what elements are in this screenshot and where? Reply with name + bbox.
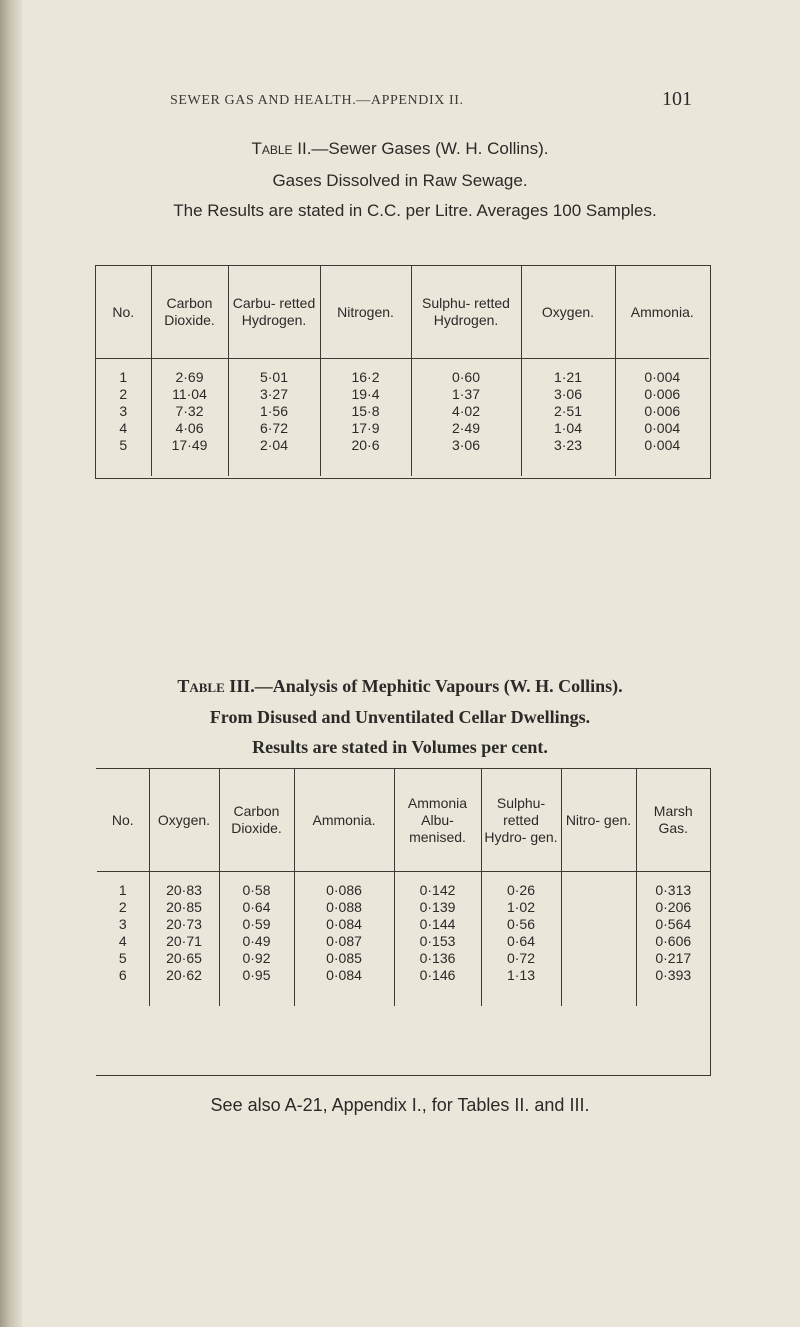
table-row bbox=[97, 916, 710, 933]
table-row bbox=[97, 950, 710, 967]
table-cell: 3·06 bbox=[411, 437, 521, 476]
table-cell: 0·142 bbox=[394, 872, 481, 900]
table-cell: 0·64 bbox=[219, 899, 294, 916]
table-cell: 4·02 bbox=[411, 403, 521, 420]
table-cell: 0·92 bbox=[219, 950, 294, 967]
table-2-header-row bbox=[96, 266, 709, 359]
table-2-col-header: Carbu- retted Hydrogen. bbox=[228, 266, 320, 359]
table-cell: 0·206 bbox=[636, 899, 710, 916]
table-cell: 2·49 bbox=[411, 420, 521, 437]
table-cell: 0·64 bbox=[481, 933, 561, 950]
table-cell: 5 bbox=[118, 950, 127, 966]
table-row bbox=[97, 967, 710, 1006]
table-2 bbox=[96, 266, 709, 476]
table-cell: 4 bbox=[119, 420, 128, 436]
table-cell: 4 bbox=[118, 933, 127, 949]
table-cell: 0·087 bbox=[294, 933, 394, 950]
table-3-note: Results are stated in Volumes per cent. bbox=[252, 737, 548, 757]
table-3-col-header: Carbon Dioxide. bbox=[219, 769, 294, 872]
table-cell: 0·564 bbox=[636, 916, 710, 933]
table-cell: 0·144 bbox=[394, 916, 481, 933]
table-cell: 1·37 bbox=[411, 386, 521, 403]
table-cell: 2·51 bbox=[521, 403, 615, 420]
table-cell: 1 bbox=[118, 882, 127, 898]
table-cell: 1·02 bbox=[481, 899, 561, 916]
table-3-label: Table III. bbox=[177, 676, 255, 696]
book-spine-shadow bbox=[0, 0, 22, 1327]
table-cell: 20·62 bbox=[149, 967, 219, 1006]
table-3-col-header: Ammonia Albu- menised. bbox=[394, 769, 481, 872]
table-cell: 0·139 bbox=[394, 899, 481, 916]
table-cell: 1·13 bbox=[481, 967, 561, 1006]
table-2-note: The Results are stated in C.C. per Litre. Averages 100 Samples. bbox=[173, 201, 657, 220]
table-cell: 20·6 bbox=[320, 437, 411, 476]
table-cell: 0·086 bbox=[294, 872, 394, 900]
table-cell bbox=[561, 899, 636, 916]
table-cell: 0·085 bbox=[294, 950, 394, 967]
table-cell: 20·85 bbox=[149, 899, 219, 916]
table-2-title-text: —Sewer Gases (W. H. Collins). bbox=[311, 139, 549, 158]
table-cell: 0·58 bbox=[219, 872, 294, 900]
table-cell: 0·006 bbox=[615, 403, 709, 420]
table-cell: 0·004 bbox=[615, 359, 709, 387]
table-cell: 17·49 bbox=[151, 437, 228, 476]
table-cell: 6·72 bbox=[228, 420, 320, 437]
table-3-title bbox=[0, 676, 800, 697]
table-3 bbox=[97, 769, 710, 1006]
table-row bbox=[96, 386, 709, 403]
footnote: See also A-21, Appendix I., for Tables II. and III. bbox=[210, 1095, 590, 1115]
table-2-col-header: Oxygen. bbox=[521, 266, 615, 359]
table-cell: 4·06 bbox=[151, 420, 228, 437]
table-2-title bbox=[0, 139, 800, 159]
table-3-col-header: Oxygen. bbox=[149, 769, 219, 872]
table-cell: 0·26 bbox=[481, 872, 561, 900]
table-3-col-header: Ammonia. bbox=[294, 769, 394, 872]
table-cell: 7·32 bbox=[151, 403, 228, 420]
table-2-col-header: Sulphu- retted Hydrogen. bbox=[411, 266, 521, 359]
table-cell: 3·06 bbox=[521, 386, 615, 403]
table-cell: 2 bbox=[118, 899, 127, 915]
table-cell: 3 bbox=[118, 916, 127, 932]
table-cell: 11·04 bbox=[151, 386, 228, 403]
table-cell bbox=[561, 950, 636, 967]
table-row bbox=[96, 420, 709, 437]
table-cell: 19·4 bbox=[320, 386, 411, 403]
table-cell: 0·313 bbox=[636, 872, 710, 900]
page-number: 101 bbox=[662, 88, 692, 110]
table-cell: 15·8 bbox=[320, 403, 411, 420]
table-row bbox=[97, 872, 710, 900]
table-cell: 20·71 bbox=[149, 933, 219, 950]
table-cell: 0·084 bbox=[294, 967, 394, 1006]
table-cell: 0·217 bbox=[636, 950, 710, 967]
table-cell: 0·006 bbox=[615, 386, 709, 403]
table-cell: 5 bbox=[119, 437, 128, 453]
table-row bbox=[96, 437, 709, 476]
table-cell: 20·83 bbox=[149, 872, 219, 900]
table-cell: 0·153 bbox=[394, 933, 481, 950]
table-cell: 1 bbox=[119, 369, 128, 385]
table-cell bbox=[561, 933, 636, 950]
running-head: SEWER GAS AND HEALTH.—APPENDIX II. bbox=[170, 93, 464, 108]
table-3-col-header: Sulphu- retted Hydro- gen. bbox=[481, 769, 561, 872]
table-cell: 2·69 bbox=[151, 359, 228, 387]
table-cell: 1·21 bbox=[521, 359, 615, 387]
table-cell: 0·56 bbox=[481, 916, 561, 933]
table-cell: 17·9 bbox=[320, 420, 411, 437]
table-cell: 0·146 bbox=[394, 967, 481, 1006]
table-2-col-header: No. bbox=[96, 266, 151, 359]
table-cell bbox=[561, 872, 636, 900]
table-cell bbox=[561, 967, 636, 1006]
table-row bbox=[97, 899, 710, 916]
table-cell: 6 bbox=[118, 967, 127, 983]
table-row bbox=[96, 403, 709, 420]
table-2-subtitle: Gases Dissolved in Raw Sewage. bbox=[272, 171, 528, 190]
table-cell: 20·73 bbox=[149, 916, 219, 933]
table-cell: 0·95 bbox=[219, 967, 294, 1006]
table-cell: 5·01 bbox=[228, 359, 320, 387]
table-cell: 0·60 bbox=[411, 359, 521, 387]
table-3-col-header: No. bbox=[97, 769, 149, 872]
table-cell: 3·27 bbox=[228, 386, 320, 403]
table-cell: 0·136 bbox=[394, 950, 481, 967]
table-cell: 16·2 bbox=[320, 359, 411, 387]
table-2-col-header: Carbon Dioxide. bbox=[151, 266, 228, 359]
table-cell: 0·088 bbox=[294, 899, 394, 916]
table-cell: 0·393 bbox=[636, 967, 710, 1006]
table-row bbox=[97, 933, 710, 950]
table-cell: 0·084 bbox=[294, 916, 394, 933]
table-cell: 0·004 bbox=[615, 437, 709, 476]
table-cell: 0·606 bbox=[636, 933, 710, 950]
table-2-col-header: Nitrogen. bbox=[320, 266, 411, 359]
table-2-label: Table II. bbox=[251, 139, 312, 158]
table-3-header-row bbox=[97, 769, 710, 872]
table-cell: 1·56 bbox=[228, 403, 320, 420]
table-cell: 2 bbox=[119, 386, 128, 402]
table-3-col-header: Nitro- gen. bbox=[561, 769, 636, 872]
table-2-col-header: Ammonia. bbox=[615, 266, 709, 359]
table-cell bbox=[561, 916, 636, 933]
table-cell: 3·23 bbox=[521, 437, 615, 476]
table-cell: 0·59 bbox=[219, 916, 294, 933]
table-cell: 20·65 bbox=[149, 950, 219, 967]
table-row bbox=[96, 359, 709, 387]
table-cell: 0·49 bbox=[219, 933, 294, 950]
table-cell: 3 bbox=[119, 403, 128, 419]
table-cell: 1·04 bbox=[521, 420, 615, 437]
table-3-subtitle: From Disused and Unventilated Cellar Dwellings. bbox=[209, 707, 591, 727]
table-cell: 0·004 bbox=[615, 420, 709, 437]
table-3-col-header: Marsh Gas. bbox=[636, 769, 710, 872]
table-3-title-text: —Analysis of Mephitic Vapours (W. H. Collins). bbox=[254, 676, 623, 696]
table-cell: 2·04 bbox=[228, 437, 320, 476]
table-cell: 0·72 bbox=[481, 950, 561, 967]
